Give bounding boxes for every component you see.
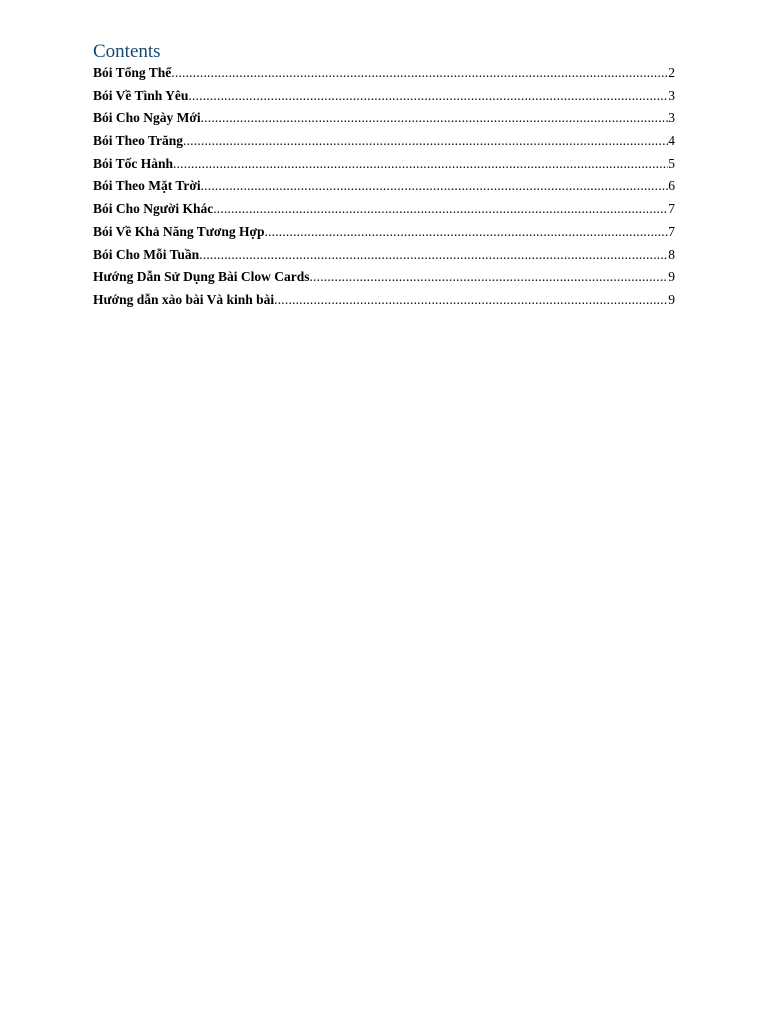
toc-dot-leader <box>213 201 668 217</box>
toc-entry-page: 6 <box>668 178 675 194</box>
toc-list <box>93 65 675 315</box>
toc-dot-leader <box>201 178 669 194</box>
toc-entry-title: Bói Tốc Hành <box>93 155 174 171</box>
toc-entry-title: Bói Về Tình Yêu <box>93 87 189 103</box>
toc-dot-leader <box>201 110 669 126</box>
toc-entry[interactable] <box>93 247 675 270</box>
toc-entry-page: 7 <box>668 223 675 239</box>
toc-entry-title: Bói Theo Mặt Trời <box>93 178 201 194</box>
toc-entry-page: 4 <box>668 133 675 149</box>
toc-entry-title: Bói Về Khả Năng Tương Hợp <box>93 223 265 239</box>
toc-entry-title: Bói Theo Trăng <box>93 133 184 149</box>
toc-entry-title: Bói Cho Mỗi Tuần <box>93 246 200 262</box>
toc-entry-page: 8 <box>668 246 675 262</box>
toc-entry-page: 2 <box>668 65 675 80</box>
toc-dot-leader <box>171 65 668 81</box>
toc-entry-title: Hướng Dẫn Sử Dụng Bài Clow Cards <box>93 269 310 285</box>
toc-entry[interactable] <box>93 65 675 88</box>
toc-entry-page: 9 <box>668 269 675 285</box>
toc-entry-title: Bói Tổng Thể <box>93 65 172 80</box>
toc-entry-title: Hướng dẫn xào bài Và kinh bài <box>93 291 275 307</box>
toc-entry-page: 5 <box>668 155 675 171</box>
toc-entry[interactable] <box>93 178 675 201</box>
toc-dot-leader <box>183 133 668 149</box>
toc-entry-page: 9 <box>668 291 675 307</box>
toc-dot-leader <box>199 247 668 263</box>
toc-entry[interactable] <box>93 224 675 247</box>
toc-entry-title: Bói Cho Ngày Mới <box>93 110 201 126</box>
toc-dot-leader <box>264 224 668 240</box>
toc-entry[interactable] <box>93 110 675 133</box>
toc-entry[interactable] <box>93 133 675 156</box>
toc-dot-leader <box>309 269 668 285</box>
toc-entry-title: Bói Cho Người Khác <box>93 201 214 217</box>
toc-entry[interactable] <box>93 292 675 315</box>
toc-dot-leader <box>274 292 668 308</box>
toc-dot-leader <box>173 156 668 172</box>
toc-entry-page: 7 <box>668 201 675 217</box>
toc-dot-leader <box>188 88 668 104</box>
toc-entry-page: 3 <box>668 110 675 126</box>
toc-heading: Contents <box>93 41 161 62</box>
toc-entry[interactable] <box>93 156 675 179</box>
toc-entry[interactable] <box>93 201 675 224</box>
document-page <box>93 40 675 315</box>
toc-entry[interactable] <box>93 88 675 111</box>
toc-entry-page: 3 <box>668 87 675 103</box>
toc-entry[interactable] <box>93 269 675 292</box>
